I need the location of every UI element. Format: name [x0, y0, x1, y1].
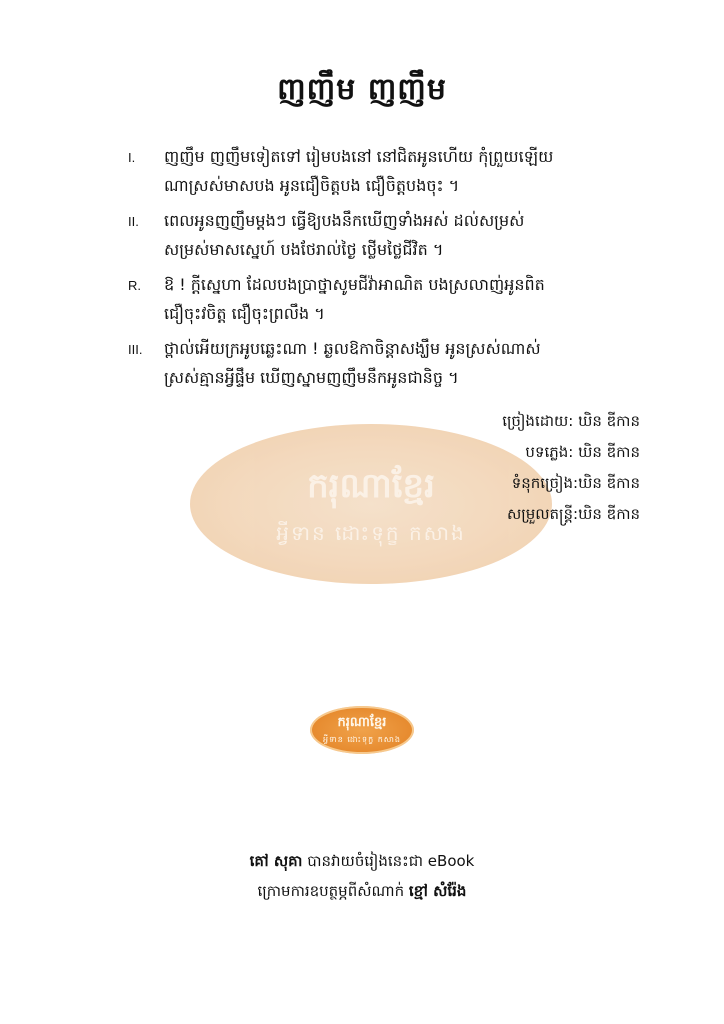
- verse-lines: [164, 142, 648, 200]
- verse-2: [128, 206, 648, 264]
- verse-lines: [164, 334, 648, 392]
- verse-marker: I.: [128, 150, 136, 165]
- credit-singer: ច្រៀងដោយ: ឃិន ឌីកាន: [502, 412, 640, 430]
- verse-lines: [164, 270, 648, 328]
- watermark-logo: [190, 424, 552, 584]
- lyric-line: ញញឹម ញញឹមទៀតទៅ រៀមបងនៅ នៅជិតអូនហើយ កុំព្រួយឡើយ: [164, 147, 554, 166]
- logo-title: ករុណាខ្មែរ: [337, 715, 387, 730]
- sponsor-text: ក្រោមការឧបត្ថម្ភពីសំណាក់: [257, 882, 409, 900]
- credit-arranger: សម្រួលតន្ត្រី:ឃិន ឌីកាន: [506, 505, 640, 523]
- song-credits: [502, 406, 640, 530]
- lyrics: [128, 142, 648, 398]
- credit-lyricist: ទំនុកច្រៀង:ឃិន ឌីកាន: [511, 474, 640, 492]
- verse-3: [128, 334, 648, 392]
- watermark-subtitle: អ្វីទាន ដោះទុក្ខ កសាង: [276, 521, 466, 545]
- footer-line-sponsor: [0, 876, 724, 906]
- verse-marker: II.: [128, 214, 139, 229]
- verse-marker: R.: [128, 278, 141, 293]
- verse-lines: [164, 206, 648, 264]
- lyric-line: ជឿចុះវចិត្ត ជឿចុះព្រលឹង ។: [164, 304, 325, 323]
- typist-text: បានវាយចំរៀងនេះជា eBook: [302, 852, 475, 870]
- verse-marker: III.: [128, 342, 143, 357]
- lyric-line: ថ្ពាល់អើយក្រអូបឆ្លេះណា ! ឆ្ងលឱកាចិន្តាសង្ឃឹម អូនស្រស់ណាស់: [164, 339, 541, 358]
- credit-melody: បទភ្លេង: ឃិន ឌីកាន: [525, 443, 640, 461]
- lyric-line: សម្រស់មាសស្នេហ៍ បងថែរាល់ថ្ងៃ ថ្លើមថ្លៃជីវិត ។: [164, 240, 444, 259]
- lyric-line: ឱ ! ក្តីស្នេហា ដែលបងប្រាថ្នាសូមជីវ៉ាអាណិត បងស្រលាញ់អូនពិត: [164, 275, 545, 294]
- sponsor-name: ខ្មៅ សំរ៉ែង: [408, 882, 467, 900]
- publisher-logo: [310, 706, 414, 754]
- refrain: [128, 270, 648, 328]
- logo-subtitle: អ្វីទាន ដោះទុក្ខ កសាង: [323, 735, 401, 744]
- lyric-line: ណាស្រស់មាសបង អូនជឿចិត្តបង ជឿចិត្តបងចុះ ។: [164, 176, 460, 195]
- footer-line-typist: [0, 846, 724, 876]
- watermark-title: ករុណាខ្មែរ: [307, 466, 435, 506]
- song-title: ញញឹម ញញឹម: [277, 72, 447, 107]
- ebook-footer: [0, 846, 724, 906]
- lyric-line: ពេលអូនញញឹមម្តងៗ ធ្វើឱ្យបងនឹកឃើញទាំងអស់ ដល់សម្រស់: [164, 211, 525, 230]
- lyric-line: ស្រស់គ្មានអ្វីផ្ទឹម ឃើញស្នាមញញឹមនឹកអូនជានិច្ច ។: [164, 368, 459, 387]
- typist-name: គៅ សុគា: [249, 852, 303, 870]
- verse-1: [128, 142, 648, 200]
